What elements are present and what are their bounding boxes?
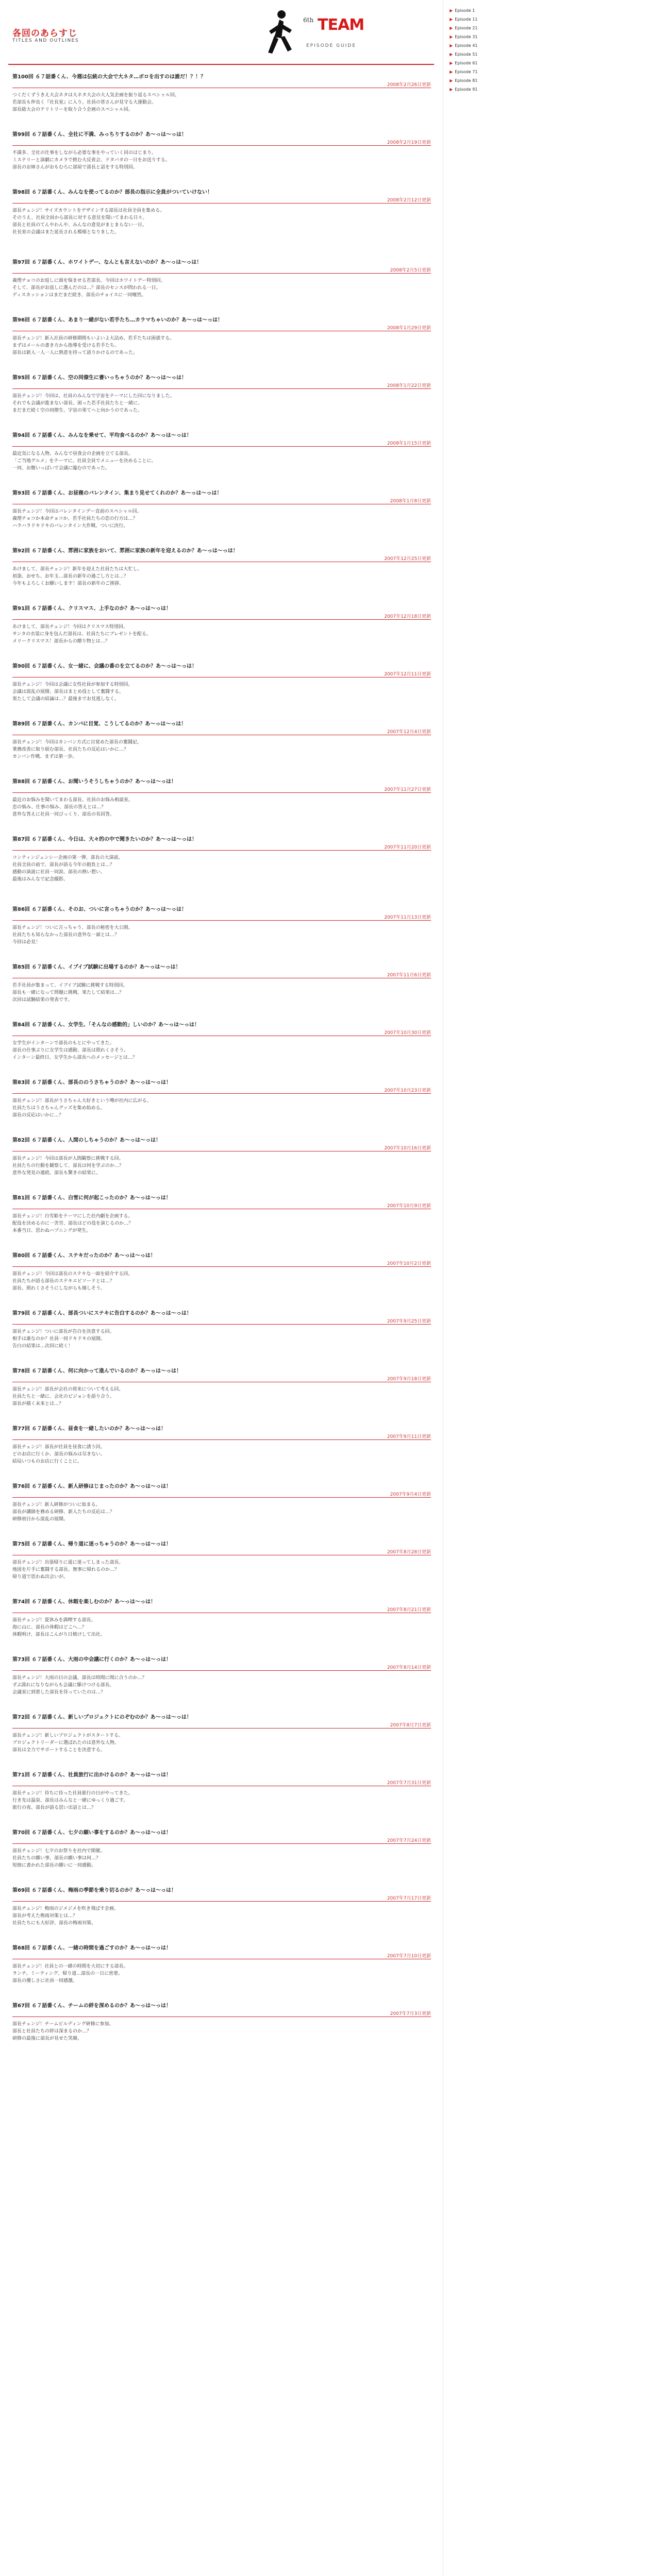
- episode-entry: [8, 835, 436, 902]
- episode-divider: [12, 1266, 431, 1267]
- summary-line: 配役を決めるのに一苦労、部長はどの役を演じるのか…？: [12, 1221, 134, 1226]
- summary-line: 部長チェンジ！チームビルディング研修に参加。: [12, 2022, 114, 2027]
- sidebar-item-label: Episode 91: [455, 87, 478, 92]
- summary-line: 相手は誰なのか？社員一同ドキドキの展開。: [12, 1336, 106, 1342]
- episode-title[interactable]: 第82回 ６７話番くん、人間のしちゃうのか？あ〜っは〜っは！: [12, 1138, 161, 1143]
- episode-title[interactable]: 第98回 ６７話番くん、みんなを使ってるのか？部長の指示に全員がついていけない！: [12, 190, 212, 195]
- episode-date: 2007年7月3日更新: [390, 2011, 431, 2016]
- summary-line: 旅行の夜、部長が語る思い出話とは…？: [12, 1805, 96, 1810]
- episode-date: 2007年11月13日更新: [384, 915, 431, 920]
- episode-title[interactable]: 第74回 ６７話番くん、休暇を楽しむのか？あ〜っは〜っは！: [12, 1599, 156, 1605]
- bullet-icon: ▶: [450, 17, 453, 22]
- episode-title[interactable]: 第70回 ６７話番くん、七夕の願い事をするのか？あ〜っは〜っは！: [12, 1830, 171, 1836]
- logo-tagline: EPISODE GUIDE: [306, 43, 356, 48]
- summary-line: 部長、照れくさそうにしながらも嬉しそう。: [12, 1286, 106, 1291]
- episode-title[interactable]: 第87回 ６７話番くん、今日は、大々的の中で聞きたいのか？あ〜っは〜っは！: [12, 837, 197, 842]
- sidebar-item[interactable]: [450, 76, 511, 85]
- summary-line: 結局いつものお店に行くことに。: [12, 1459, 82, 1464]
- episode-title[interactable]: 第90回 ６７話番くん、女一緒に、会議の番のを立てるのか？あ〜っは〜っは！: [12, 664, 197, 669]
- summary-line: 初詣、おせち、お年玉…部長の新年の過ごし方とは…？: [12, 574, 128, 579]
- episode-title[interactable]: 第73回 ６７話番くん、大雨の中会議に行くのか？あ〜っは〜っは！: [12, 1657, 171, 1663]
- episode-title[interactable]: 第88回 ６７話番くん、お聞いうそうしちゃうのか？あ〜っは〜っは！: [12, 779, 176, 785]
- episode-entry: [8, 373, 436, 428]
- episode-entry: [8, 719, 436, 774]
- site-subtitle: TITLES AND OUTLINES: [12, 38, 79, 43]
- episode-summary: [12, 508, 428, 530]
- summary-line: 次回は試験結果の発表です。: [12, 997, 73, 1003]
- episode-date: 2008年1月8日更新: [390, 499, 431, 504]
- episode-entry: [8, 1366, 436, 1421]
- summary-line: 部長のお姉さんがおもむろに部屋で部長と話をする特別回。: [12, 165, 138, 170]
- summary-line: 若部長も仲良く『社長室』に入り、社員の皆さんが見守る大運動会。: [12, 100, 157, 105]
- episode-date: 2007年12月11日更新: [384, 672, 431, 677]
- episode-entry: [8, 777, 436, 832]
- episode-divider: [12, 145, 431, 146]
- sidebar-item-label: Episode 1: [455, 8, 475, 13]
- summary-line: 部長チェンジ！白雪姫をテーマにした社内劇を企画する。: [12, 1214, 133, 1219]
- episode-summary: [12, 393, 428, 414]
- episode-summary: [12, 1905, 428, 1927]
- episode-title[interactable]: 第68回 ６７話番くん、一緒の時間を過ごすのか？あ〜っは〜っは！: [12, 1945, 171, 1951]
- episode-title[interactable]: 第80回 ６７話番くん、ステキだったのか？あ〜っは〜っは！: [12, 1253, 156, 1259]
- episode-date: 2007年10月30日更新: [384, 1030, 431, 1036]
- episode-date: 2007年10月9日更新: [387, 1204, 431, 1209]
- episode-title[interactable]: 第97回 ６７話番くん、ホワイトデー、なんとも言えないのか？あ〜っは〜っは！: [12, 260, 202, 265]
- summary-line: つくだくずうきえ大会ネタは大ネタ大会の大人気企画を振り返るスペシャル回。: [12, 93, 179, 98]
- episode-title[interactable]: 第83回 ６７話番くん、部長ののうさちゃうのか？あ〜っは〜っは！: [12, 1080, 171, 1086]
- summary-line: 義理チョコのお返しに頭を悩ませる若部長、今回はホワイトデー特別回。: [12, 278, 166, 283]
- episode-entry: [8, 1020, 436, 1075]
- bullet-icon: ▶: [450, 70, 453, 74]
- episode-title[interactable]: 第99回 ６７話番くん、全社に不満、みっちりするのか？あ〜っは〜っは！: [12, 132, 187, 138]
- episode-title[interactable]: 第81回 ６７話番くん、白雪に何が起こったのか？あ〜っは〜っは！: [12, 1195, 171, 1201]
- summary-line: 果たして会議の結論は…？最後までお見逃しなく。: [12, 697, 119, 702]
- episode-entry: [8, 1655, 436, 1709]
- summary-line: 今年もよろしくお願いします！部長の新年のご挨拶。: [12, 581, 124, 586]
- summary-line: 部長チェンジ！今回はバレンタインデー直前のスペシャル回。: [12, 509, 142, 514]
- episode-date: 2007年9月18日更新: [387, 1377, 431, 1382]
- episode-date: 2008年2月19日更新: [387, 140, 431, 145]
- summary-line: 部長チェンジ！社員との一緒の時間を大切にする部長。: [12, 1964, 128, 1969]
- summary-line: あけまして、部長チェンジ！今回はクリスマス特別回。: [12, 624, 128, 630]
- summary-line: プロジェクトリーダーに選ばれたのは意外な人物。: [12, 1740, 119, 1745]
- summary-line: 社員たちも知らなかった部長の意外な一面とは…？: [12, 933, 120, 938]
- episode-date: 2008年2月12日更新: [387, 198, 431, 203]
- summary-line: 社員たちの願い事、部長の願い事は何…？: [12, 1856, 101, 1861]
- episode-entry: [8, 1078, 436, 1132]
- summary-line: 会議室に到着した部長を待っていたのは…？: [12, 1690, 106, 1695]
- episode-summary: [12, 924, 428, 946]
- summary-line: ミステリーと演劇にカメラで挑む大反省会、ドタバタの一日をお送りする。: [12, 158, 170, 163]
- summary-line: 今回は必見！: [12, 940, 41, 945]
- summary-line: 部長チェンジ！ついに部長が告白を決意する回。: [12, 1329, 114, 1334]
- episode-summary: [12, 681, 428, 703]
- episode-date: 2007年12月18日更新: [384, 614, 431, 619]
- summary-line: 業務改善に取り組む部長、社員たちの反応はいかに…？: [12, 747, 129, 752]
- episode-summary: [12, 207, 428, 236]
- sidebar-item[interactable]: [450, 67, 511, 76]
- bullet-icon: ▶: [450, 78, 453, 83]
- episode-entry: [8, 258, 436, 312]
- episode-date: 2007年7月31日更新: [387, 1781, 431, 1786]
- summary-line: そして、部長がお返しに選んだのは…？部長のセンスが問われる一日。: [12, 285, 161, 291]
- episode-divider: [12, 1497, 431, 1498]
- episode-summary: [12, 1097, 428, 1119]
- episode-entry: [8, 1309, 436, 1363]
- summary-line: 意外な答えに社員一同びっくり、部長の名回答。: [12, 812, 115, 817]
- article-list: [8, 72, 436, 2059]
- summary-line: 告白の結果は…次回に続く！: [12, 1344, 73, 1349]
- summary-line: 部長チェンジ！夏休みを満喫する部長。: [12, 1618, 96, 1623]
- summary-line: 部長チェンジ！待ちに待った社員旅行の日がやってきた。: [12, 1791, 133, 1796]
- summary-line: ランチ、ミーティング、帰り道…部長の一日に密着。: [12, 1971, 123, 1976]
- summary-line: 部長チェンジ！今回はカンバン方式に目覚めた部長の奮闘記。: [12, 740, 142, 745]
- summary-line: 部長は新人一人一人に熱意を持って語りかけるのであった。: [12, 350, 138, 355]
- summary-line: 部長と社員たちの絆は深まるのか…？: [12, 2029, 92, 2034]
- episode-title[interactable]: 第85回 ６７話番くん、イブイブ試験に出場するのか？あ〜っは〜っは！: [12, 964, 181, 970]
- episode-entry: [8, 130, 436, 184]
- summary-line: 社長室の会議はまた延長される模様となりました。: [12, 230, 120, 235]
- episode-summary: [12, 1155, 428, 1177]
- episode-date: 2007年11月6日更新: [387, 973, 431, 978]
- header-divider: [8, 64, 434, 65]
- summary-line: 部長チェンジ！今回は部長が人間観察に挑戦する回。: [12, 1156, 124, 1161]
- episode-title[interactable]: 第72回 ６７話番くん、新しいプロジェクトにのぞむのか？あ〜っは〜っは！: [12, 1715, 192, 1720]
- episode-summary: [12, 1732, 428, 1754]
- episode-entry: [8, 1886, 436, 1940]
- episode-divider: [12, 1324, 431, 1325]
- episode-summary: [12, 277, 428, 299]
- episode-date: 2007年7月24日更新: [387, 1838, 431, 1843]
- summary-line: 部長チェンジ！部長がうさちゃん大好きという噂が社内に広がる。: [12, 1098, 152, 1104]
- episode-entry: [8, 188, 436, 255]
- summary-line: 部長チェンジ！新人研修がついに始まる。: [12, 1502, 101, 1507]
- episode-date: 2007年8月14日更新: [387, 1665, 431, 1670]
- episode-divider: [12, 1901, 431, 1902]
- summary-line: 短冊に書かれた部長の願いに一同感動。: [12, 1863, 96, 1868]
- summary-line: ハラハラドキドキのバレンタイン大作戦、ついに決行。: [12, 523, 128, 529]
- summary-line: 最後はみんなで記念撮影。: [12, 877, 69, 882]
- episode-title[interactable]: 第96回 ６７話番くん、あまり一緒がない若手たち…カラマちゃいのか？あ〜っは〜っは！: [12, 317, 223, 323]
- sidebar-item[interactable]: [450, 50, 511, 59]
- episode-entry: [8, 546, 436, 601]
- summary-line: 意外な発見の連続、部長も驚きの結果に。: [12, 1171, 101, 1176]
- summary-line: 部長は全力でサポートすることを決意する。: [12, 1748, 105, 1753]
- episode-summary: [12, 1040, 428, 1061]
- summary-line: 社員たちはうさちゃんグッズを集め始める。: [12, 1106, 105, 1111]
- episode-title[interactable]: 第86回 ６７話番くん、そのお、ついに言っちゃうのか？あ〜っは〜っは！: [12, 907, 187, 912]
- summary-line: そのうえ、社員全員から部長に対する意見を聞いてまわる日々。: [12, 215, 147, 221]
- episode-title[interactable]: 第69回 ６７話番くん、梅雨の季節を乗り切るのか？あ〜っは〜っは！: [12, 1888, 176, 1893]
- episode-title[interactable]: 第75回 ６７話番くん、帰り道に迷っちゃうのか？あ〜っは〜っは！: [12, 1541, 171, 1547]
- summary-line: 部長の仕事ぶりに女学生は感動、部長は照れくさそう。: [12, 1048, 129, 1053]
- summary-line: 部長が講師を務める研修、新人たちの反応は…？: [12, 1510, 115, 1515]
- episode-entry: [8, 72, 436, 127]
- sidebar-item-label: Episode 31: [455, 35, 478, 39]
- summary-line: インターン最終日、女学生から部長へのメッセージとは…？: [12, 1055, 137, 1060]
- episode-entry: [8, 1597, 436, 1652]
- summary-line: 会議は波乱の展開、部長はまとめ役として奮闘する。: [12, 689, 124, 694]
- site-header: [8, 3, 436, 62]
- episode-entry: [8, 431, 436, 485]
- episode-summary: [12, 1386, 428, 1408]
- bullet-icon: ▶: [450, 87, 453, 92]
- sidebar-nav: [450, 6, 511, 94]
- summary-line: 部長の反応はいかに…？: [12, 1113, 64, 1118]
- sidebar-item-label: Episode 21: [455, 26, 478, 30]
- episode-date: 2007年8月7日更新: [390, 1723, 431, 1728]
- episode-title[interactable]: 第77回 ６７話番くん、昼食を一緒したいのか？あ〜っは〜っは！: [12, 1426, 166, 1432]
- episode-date: 2007年7月17日更新: [387, 1896, 431, 1901]
- summary-line: 研修初日から波乱の展開。: [12, 1517, 69, 1522]
- running-figure-icon: [259, 7, 300, 59]
- episode-date: 2007年11月20日更新: [384, 845, 431, 850]
- bullet-icon: ▶: [450, 8, 453, 13]
- episode-date: 2007年10月2日更新: [387, 1261, 431, 1266]
- episode-summary: [12, 2021, 428, 2042]
- sidebar-item[interactable]: [450, 32, 511, 41]
- episode-title[interactable]: 第94回 ６７話番くん、みんなを乗せて、平均食べるのか？あ〜っは〜っは！: [12, 433, 192, 438]
- episode-entry: [8, 962, 436, 1017]
- summary-line: 義理チョコか本命チョコか、若手社員たちの恋の行方は…？: [12, 516, 138, 521]
- summary-line: 女学生がインターンで部長のもとにやってきた。: [12, 1041, 114, 1046]
- episode-divider: [12, 1843, 431, 1844]
- episode-entry: [8, 1424, 436, 1479]
- summary-line: 部長チェンジ！部長が会社の将来について考える回。: [12, 1387, 124, 1392]
- episode-divider: [12, 1093, 431, 1094]
- summary-line: 部長が描く未来とは…？: [12, 1401, 64, 1406]
- summary-line: ディスカッションはまだまだ続き、部長のチョイスに一同唖然。: [12, 293, 146, 298]
- summary-line: まだまだ続く空の同僚生、宇宙の果てへと向かうのであった。: [12, 408, 142, 413]
- summary-line: 一同、お腹いっぱいで会議に臨むのであった。: [12, 466, 110, 471]
- summary-line: カンバン作戦、まずは第一歩。: [12, 754, 77, 759]
- episode-summary: [12, 982, 428, 1004]
- sidebar-item[interactable]: [450, 15, 511, 24]
- bullet-icon: ▶: [450, 52, 453, 57]
- episode-entry: [8, 488, 436, 543]
- episode-date: 2007年9月11日更新: [387, 1434, 431, 1439]
- episode-summary: [12, 1617, 428, 1638]
- episode-divider: [12, 273, 431, 274]
- summary-line: 部長チェンジ！梅雨のジメジメを吹き飛ばす企画。: [12, 1906, 119, 1911]
- episode-summary: [12, 1674, 428, 1696]
- episode-summary: [12, 739, 428, 760]
- episode-divider: [12, 2016, 431, 2017]
- summary-line: 社員たちと一緒に、会社のビジョンを語り合う。: [12, 1394, 114, 1399]
- episode-summary: [12, 623, 428, 645]
- episode-summary: [12, 1213, 428, 1234]
- episode-entry: [8, 1943, 436, 1998]
- summary-line: 感動の演説に社員一同涙、部長の熱い想い。: [12, 870, 106, 875]
- summary-line: 部長チェンジ！新しいプロジェクトがスタートする。: [12, 1733, 124, 1738]
- episode-summary: [12, 1444, 428, 1465]
- episode-date: 2008年1月29日更新: [387, 326, 431, 331]
- summary-line: 部長の優しさに社員一同感激。: [12, 1978, 78, 1984]
- episode-title[interactable]: 第95回 ６７話番くん、空の同僚生に書いっちゃうのか？あ〜っは〜っは！: [12, 375, 187, 381]
- site-logo[interactable]: [259, 7, 434, 59]
- episode-date: 2007年11月27日更新: [384, 787, 431, 792]
- summary-line: まずはメールの書き方から指導を受ける若手たち。: [12, 343, 119, 348]
- sidebar-item-label: Episode 51: [455, 52, 478, 57]
- summary-line: 最近気になる人物、みんなで昼食会の企画を立てる部長。: [12, 451, 134, 456]
- episode-divider: [12, 1670, 431, 1671]
- summary-line: 部長チェンジ！部長が社員を昼食に誘う回。: [12, 1445, 105, 1450]
- episode-entry: [8, 1828, 436, 1883]
- episode-date: 2007年7月10日更新: [387, 1954, 431, 1959]
- summary-line: 部長チェンジ！今回は、社員のみんなで宇宙をテーマにした回になりました。: [12, 394, 175, 399]
- episode-date: 2007年10月23日更新: [384, 1088, 431, 1093]
- summary-line: サンタの衣装に身を包んだ部長は、社員たちにプレゼントを配る。: [12, 632, 151, 637]
- episode-title[interactable]: 第91回 ６７話番くん、クリスマス、上手なのか？あ〜っは〜っは！: [12, 606, 171, 612]
- episode-divider: [12, 920, 431, 921]
- summary-line: 部長チェンジ！今回は会議に女性社員が参加する特別回。: [12, 682, 133, 687]
- episode-entry: [8, 1713, 436, 1767]
- episode-title[interactable]: 第100回 ６７話番くん、今週は伝統の大会で大ネタ…ボロを出すのは誰だ！？！？: [12, 74, 206, 80]
- summary-line: 地図を片手に奮闘する部長、無事に帰れるのか…？: [12, 1567, 120, 1572]
- summary-line: 部長チェンジ！新入社員の研修期間もいよいよ大詰め、若手たちは困惑する。: [12, 336, 175, 341]
- summary-line: 「ご当地グルメ」をテーマに、社員全員でメニューを決めることに。: [12, 459, 156, 464]
- episode-summary: [12, 1501, 428, 1523]
- sidebar-item[interactable]: [450, 85, 511, 94]
- episode-date: 2008年2月5日更新: [390, 268, 431, 273]
- episode-summary: [12, 1963, 428, 1985]
- episode-date: 2007年12月4日更新: [387, 730, 431, 735]
- site-title: 各回のあらすじ: [12, 28, 77, 39]
- episode-entry: [8, 662, 436, 716]
- episode-summary: [12, 1848, 428, 1869]
- episode-divider: [12, 1439, 431, 1440]
- summary-line: 行き先は温泉、部長はみんなと一緒にゆっくり過ごす。: [12, 1798, 128, 1803]
- sidebar-item[interactable]: [450, 41, 511, 50]
- bullet-icon: ▶: [450, 61, 453, 65]
- episode-summary: [12, 450, 428, 472]
- summary-line: 若手社員が集まって、イブイブ試験に挑戦する特別回。: [12, 983, 128, 988]
- summary-line: 本番当日、思わぬハプニングが発生。: [12, 1228, 91, 1233]
- sidebar-item[interactable]: [450, 24, 511, 32]
- summary-line: ずぶ濡れになりながらも会議に駆けつける部長。: [12, 1683, 114, 1688]
- episode-date: 2007年9月25日更新: [387, 1319, 431, 1324]
- episode-title[interactable]: 第76回 ６７話番くん、新人研修はじまったのか？あ〜っは〜っは！: [12, 1484, 171, 1489]
- episode-entry: [8, 1482, 436, 1536]
- summary-line: 研修の最後に部長が見せた笑顔。: [12, 2036, 82, 2041]
- summary-line: どのお店に行くか、部長の悩みは尽きない。: [12, 1452, 106, 1457]
- episode-date: 2007年9月4日更新: [390, 1492, 431, 1497]
- sidebar-item-label: Episode 81: [455, 78, 478, 83]
- summary-line: メリークリスマス！部長からの贈り物とは…？: [12, 639, 110, 644]
- episode-title[interactable]: 第78回 ６７話番くん、何に向かって進んでいるのか？あ〜っは〜っは！: [12, 1368, 181, 1374]
- episode-summary: [12, 796, 428, 818]
- episode-summary: [12, 1270, 428, 1292]
- summary-line: 部長も一緒になって問題に挑戦、果たして結果は…？: [12, 990, 124, 995]
- episode-summary: [12, 1790, 428, 1811]
- summary-line: 部長が考えた梅雨対策とは…？: [12, 1913, 78, 1919]
- episode-divider: [12, 850, 431, 851]
- summary-line: 休暇明け、部長はこんがり日焼けして出社。: [12, 1632, 105, 1637]
- logo-wordmark: TEAM: [318, 16, 365, 34]
- summary-line: 海に山に、部長の休暇はどこへ…？: [12, 1625, 87, 1630]
- episode-title[interactable]: 第93回 ６７話番くん、お昼寝のバレンタイン、集まり見せてくれのか？あ〜っは〜っは！: [12, 490, 222, 496]
- episode-summary: [12, 854, 428, 883]
- episode-title[interactable]: 第84回 ６７話番くん、女学生、「そんなの感動的」しいのか？あ〜っは〜っは！: [12, 1022, 200, 1028]
- summary-line: 部長チェンジ！ついに言っちゃう、部長の秘密を大公開。: [12, 925, 133, 930]
- episode-entry: [8, 1136, 436, 1190]
- episode-title[interactable]: 第71回 ６７話番くん、社員旅行に出かけるのか？あ〜っは〜っは！: [12, 1772, 171, 1778]
- episode-date: 2008年1月22日更新: [387, 383, 431, 388]
- bullet-icon: ▶: [450, 43, 453, 48]
- episode-date: 2008年1月15日更新: [387, 441, 431, 446]
- sidebar-item-label: Episode 71: [455, 70, 478, 74]
- summary-line: 部長チェンジ！サイズカウントをデザインする部長は社員全員を集める。: [12, 208, 165, 213]
- summary-line: 帰り道で思わぬ出会いが。: [12, 1574, 69, 1580]
- episode-title[interactable]: 第89回 ６７話番くん、カンバに目覚、こうしてるのか？あ〜っは〜っは！: [12, 721, 187, 727]
- sidebar-item[interactable]: [450, 59, 511, 67]
- sidebar-item-label: Episode 41: [455, 43, 478, 48]
- summary-line: 社員たちにも大好評、部長の梅雨対策。: [12, 1921, 96, 1926]
- episode-date: 2007年12月25日更新: [384, 556, 431, 562]
- episode-entry: [8, 1251, 436, 1306]
- episode-entry: [8, 1770, 436, 1825]
- summary-line: 恋の悩み、仕事の悩み、部長の答えとは…？: [12, 805, 106, 810]
- summary-line: 社員全員の前で、部長が語る今年の抱負とは…？: [12, 862, 114, 868]
- episode-entry: [8, 1539, 436, 1594]
- episode-entry: [8, 604, 436, 658]
- episode-summary: [12, 1559, 428, 1581]
- episode-summary: [12, 566, 428, 587]
- episode-divider: [12, 792, 431, 793]
- bullet-icon: ▶: [450, 35, 453, 39]
- sidebar-item[interactable]: [450, 6, 511, 15]
- episode-divider: [12, 203, 431, 204]
- episode-summary: [12, 92, 428, 113]
- episode-date: 2007年8月28日更新: [387, 1550, 431, 1555]
- summary-line: コンティンジェンシー企画の第一弾、部長の大演説。: [12, 855, 123, 860]
- episode-title[interactable]: 第67回 ６７話番くん、チームの絆を深めるのか？あ〜っは〜っは！: [12, 2003, 171, 2009]
- summary-line: 社員たちの行動を観察して、部長は何を学ぶのか…？: [12, 1163, 124, 1168]
- summary-line: あけまして、部長チェンジ！新年を迎えた社員たちは大忙し。: [12, 567, 142, 572]
- summary-line: 社員たちが語る部長のステキエピソードとは…？: [12, 1279, 114, 1284]
- bullet-icon: ▶: [450, 26, 453, 30]
- summary-line: 部長チェンジ！今回は部長のステキな一面を紹介する回。: [12, 1272, 133, 1277]
- summary-line: 不満多、全社の仕事をしながら必要な事をやっていく回のはじまり。: [12, 150, 157, 156]
- summary-line: 部長と社員のてんやわんや、みんなの意見がまとまらない一日。: [12, 223, 147, 228]
- episode-date: 2008年2月26日更新: [387, 82, 431, 88]
- sidebar-item-label: Episode 11: [455, 17, 478, 22]
- sidebar-item-label: Episode 61: [455, 61, 478, 65]
- summary-line: 最近のお悩みを聞いてまわる部長、社員のお悩み相談室。: [12, 798, 134, 803]
- episode-entry: [8, 905, 436, 959]
- episode-entry: [8, 2001, 436, 2056]
- episode-summary: [12, 1328, 428, 1350]
- summary-line: 部長チェンジ！七夕のお祭りを社内で開催。: [12, 1849, 105, 1854]
- summary-line: それでも会議が進まない部長、困った若手社員たちと一緒に。: [12, 401, 143, 406]
- episode-entry: [8, 315, 436, 370]
- episode-title[interactable]: 第92回 ６７話番くん、雰囲に家族をおいて、雰囲に家族の新年を迎えるのか？あ〜っは〜っは！: [12, 548, 238, 554]
- summary-line: 部長チェンジ！大雨の日の会議、部長は時間に間に合うのか…？: [12, 1675, 147, 1681]
- episode-divider: [12, 619, 431, 620]
- episode-divider: [12, 446, 431, 447]
- episode-date: 2007年8月21日更新: [387, 1607, 431, 1613]
- episode-summary: [12, 149, 428, 171]
- episode-entry: [8, 1193, 436, 1248]
- episode-date: 2007年10月16日更新: [384, 1146, 431, 1151]
- episode-divider: [12, 388, 431, 389]
- summary-line: 部長チェンジ！出張帰りに道に迷ってしまった部長。: [12, 1560, 124, 1565]
- episode-summary: [12, 335, 428, 357]
- summary-line: 部長総大会のテリトリーを取り合う企画のスペシャル回。: [12, 107, 133, 112]
- episode-title[interactable]: 第79回 ６７話番くん、部長ついにステキに告白するのか？あ〜っは〜っは！: [12, 1311, 192, 1316]
- logo-number: 6th: [303, 16, 314, 24]
